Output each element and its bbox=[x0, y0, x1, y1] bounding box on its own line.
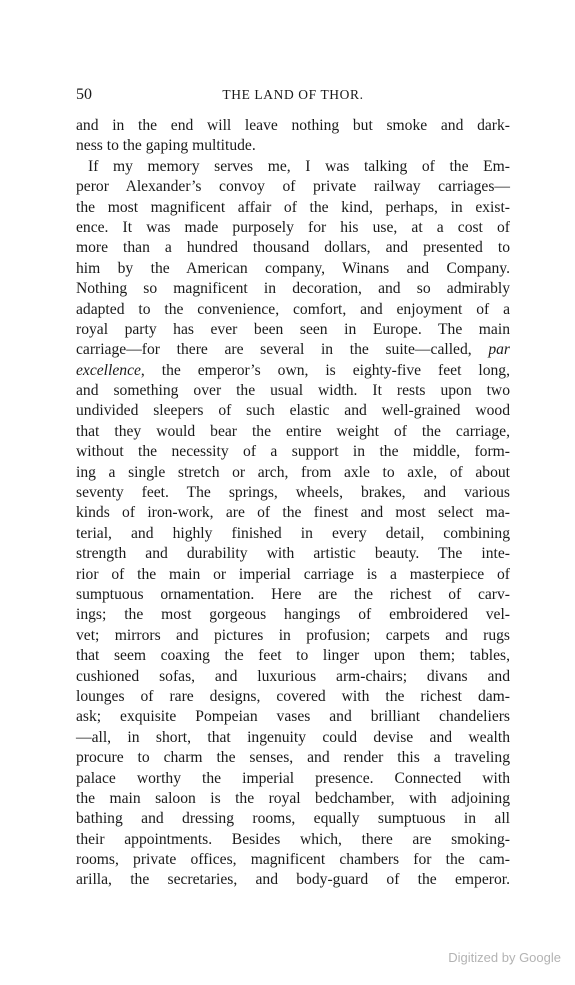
text-line: and in the end will leave nothing but smoke and dark- bbox=[76, 117, 510, 134]
text-line: the most magnificent affair of the kind, perhaps, in exist- bbox=[76, 198, 510, 216]
text-line: that they would bear the entire weight of the carriage, bbox=[76, 422, 510, 440]
text-line: and something over the usual width. It rests upon two bbox=[76, 382, 510, 400]
text-line: peror Alexander’s convoy of private railway carriages— bbox=[76, 178, 510, 196]
text-line: sumptuous ornamentation. Here are the richest of carv- bbox=[76, 585, 510, 603]
text-line: strength and durability with artistic beauty. The inte- bbox=[76, 545, 510, 563]
body-text bbox=[76, 116, 510, 891]
text-line: procure to charm the senses, and render this a traveling bbox=[76, 749, 510, 767]
text-line: lounges of rare designs, covered with the richest dam- bbox=[76, 687, 510, 705]
text-line: arilla, the secretaries, and body-guard of the emperor. bbox=[76, 871, 510, 889]
text-line: ask; exquisite Pompeian vases and brilliant chandeliers bbox=[76, 708, 510, 726]
text-line: —all, in short, that ingenuity could devise and wealth bbox=[76, 728, 510, 746]
text-line: bathing and dressing rooms, equally sumptuous in all bbox=[76, 810, 510, 828]
running-head bbox=[76, 84, 510, 106]
text-line: the main saloon is the royal bedchamber, with adjoining bbox=[76, 789, 510, 807]
text-line: seventy feet. The springs, wheels, brakes, and various bbox=[76, 484, 510, 502]
text-line: If my memory serves me, I was talking of the Em- bbox=[88, 157, 510, 175]
running-title: THE LAND OF THOR. bbox=[222, 87, 364, 102]
text-line: rooms, private offices, magnificent chambers for the cam- bbox=[76, 851, 510, 869]
text-line: that seem coaxing the feet to linger upon them; tables, bbox=[76, 647, 510, 665]
text-line: undivided sleepers of such elastic and well-grained wood bbox=[76, 402, 510, 420]
text-line: terial, and highly finished in every detail, combining bbox=[76, 524, 510, 542]
text-line: excellence, the emperor’s own, is eighty-five feet long, bbox=[76, 361, 510, 379]
text-line: Nothing so magnificent in decoration, and so admirably bbox=[76, 280, 510, 298]
text-line: palace worthy the imperial presence. Connected with bbox=[76, 769, 510, 787]
text-line: rior of the main or imperial carriage is a masterpiece of bbox=[76, 565, 510, 583]
text-line: adapted to the convenience, comfort, and enjoyment of a bbox=[76, 300, 510, 318]
text-line: cushioned sofas, and luxurious arm-chairs; divans and bbox=[76, 667, 510, 685]
text-line: more than a hundred thousand dollars, and presented to bbox=[76, 239, 510, 257]
text-line: kinds of iron-work, are of the finest and most select ma- bbox=[76, 504, 510, 522]
text-line: royal party has ever been seen in Europe. The main bbox=[76, 320, 510, 338]
text-line: ing a single stretch or arch, from axle to axle, of about bbox=[76, 463, 510, 481]
text-line: carriage—for there are several in the suite—called, par bbox=[76, 341, 510, 359]
text-line: vet; mirrors and pictures in profusion; carpets and rugs bbox=[76, 626, 510, 644]
text-line: ings; the most gorgeous hangings of embroidered vel- bbox=[76, 606, 510, 624]
text-line: him by the American company, Winans and Company. bbox=[76, 259, 510, 277]
page-number: 50 bbox=[76, 86, 92, 103]
text-line: their appointments. Besides which, there are smoking- bbox=[76, 830, 510, 848]
text-line: ness to the gaping multitude. bbox=[76, 137, 256, 155]
watermark: Digitized by Google bbox=[448, 950, 561, 965]
text-line: without the necessity of a support in the middle, form- bbox=[76, 443, 510, 461]
text-line: ence. It was made purposely for his use, at a cost of bbox=[76, 218, 510, 236]
